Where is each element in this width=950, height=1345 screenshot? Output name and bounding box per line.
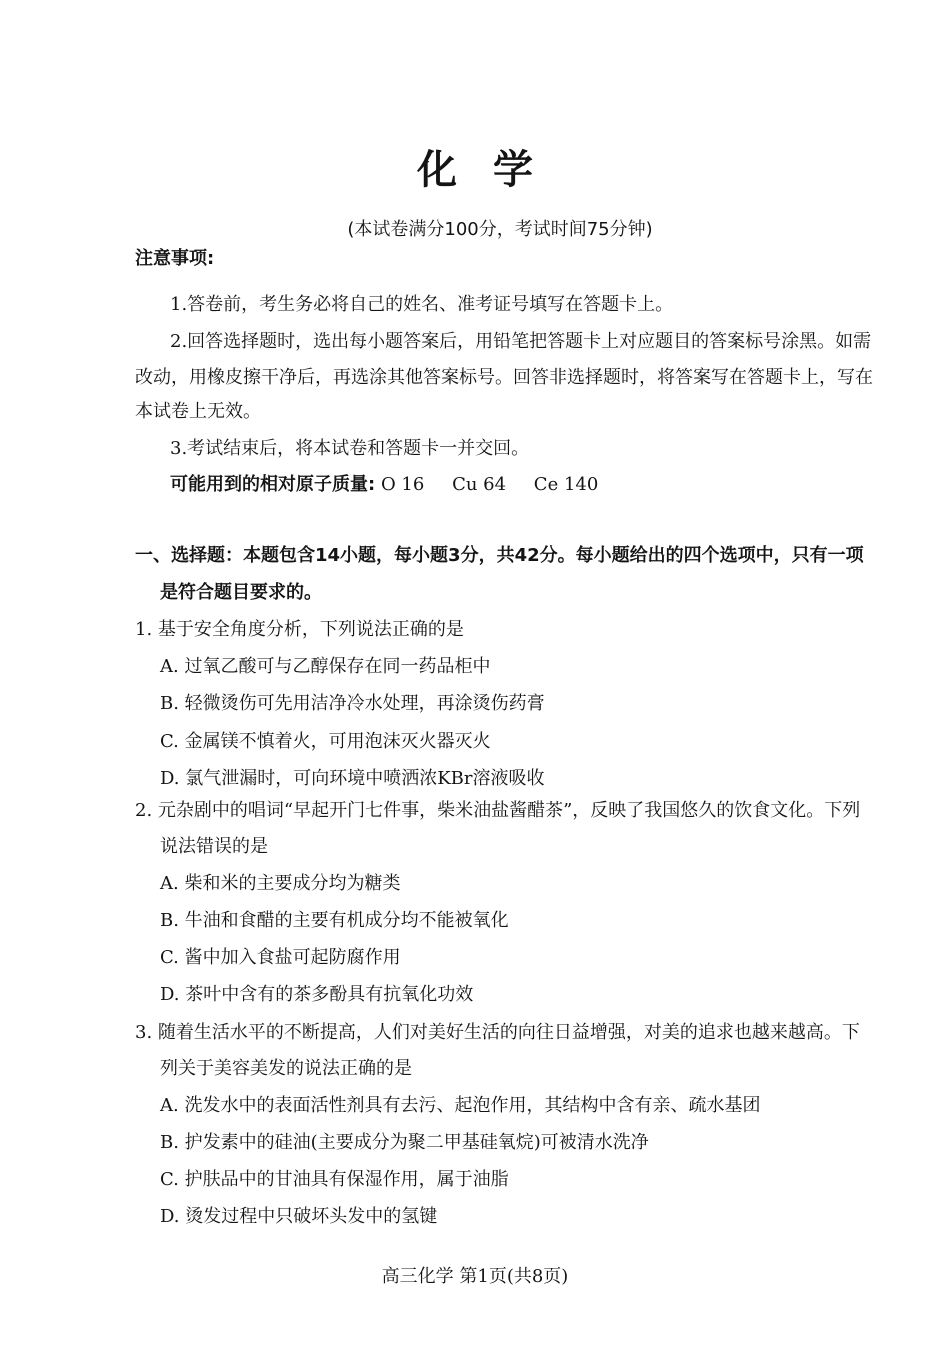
question-option: C. 护肤品中的甘油具有保湿作用，属于油脂 bbox=[160, 1169, 509, 1190]
notice-item: 改动，用橡皮擦干净后，再选涂其他答案标号。回答非选择题时，将答案写在答题卡上，写在 bbox=[135, 367, 873, 388]
question-stem: 1. 基于安全角度分析，下列说法正确的是 bbox=[135, 619, 464, 640]
section-heading-cont: 是符合题目要求的。 bbox=[160, 582, 322, 603]
atomic-masses-label: 可能用到的相对原子质量: bbox=[170, 474, 376, 495]
notice-item: 1.答卷前，考生务必将自己的姓名、准考证号填写在答题卡上。 bbox=[170, 294, 674, 315]
exam-info: (本试卷满分100分，考试时间75分钟) bbox=[347, 219, 653, 240]
question-stem: 3. 随着生活水平的不断提高，人们对美好生活的向往日益增强，对美的追求也越来越高。下 bbox=[135, 1022, 860, 1043]
notice-heading: 注意事项: bbox=[135, 248, 215, 269]
question-option: D. 茶叶中含有的茶多酚具有抗氧化功效 bbox=[160, 984, 474, 1005]
atomic-mass: Ce 140 bbox=[533, 474, 599, 495]
question-option: B. 牛油和食醋的主要有机成分均不能被氧化 bbox=[160, 910, 509, 931]
question-stem: 2. 元杂剧中的唱词“早起开门七件事，柴米油盐酱醋茶”，反映了我国悠久的饮食文化。下列 bbox=[135, 800, 861, 821]
question-option: C. 金属镁不慎着火，可用泡沫灭火器灭火 bbox=[160, 731, 491, 752]
page-title: 化学 bbox=[417, 147, 569, 193]
question-option: C. 酱中加入食盐可起防腐作用 bbox=[160, 947, 401, 968]
question-option: A. 过氧乙酸可与乙醇保存在同一药品柜中 bbox=[160, 656, 491, 677]
atomic-mass: Cu 64 bbox=[452, 474, 507, 495]
section-heading: 一、选择题：本题包含14小题，每小题3分，共42分。每小题给出的四个选项中，只有一项 bbox=[135, 545, 864, 566]
atomic-masses bbox=[170, 473, 620, 497]
question-stem-cont: 说法错误的是 bbox=[160, 836, 268, 857]
page-footer: 高三化学 第1页(共8页) bbox=[381, 1266, 569, 1287]
notice-item: 3.考试结束后，将本试卷和答题卡一并交回。 bbox=[170, 438, 530, 459]
atomic-mass: O 16 bbox=[380, 474, 425, 495]
question-stem-cont: 列关于美容美发的说法正确的是 bbox=[160, 1058, 412, 1079]
question-option: D. 氯气泄漏时，可向环境中喷洒浓KBr溶液吸收 bbox=[160, 768, 545, 789]
notice-item: 本试卷上无效。 bbox=[135, 401, 261, 422]
question-option: A. 柴和米的主要成分均为糖类 bbox=[160, 873, 401, 894]
notice-item: 2.回答选择题时，选出每小题答案后，用铅笔把答题卡上对应题目的答案标号涂黑。如需 bbox=[170, 331, 872, 352]
question-option: B. 轻微烫伤可先用洁净冷水处理，再涂烫伤药膏 bbox=[160, 693, 545, 714]
question-option: B. 护发素中的硅油(主要成分为聚二甲基硅氧烷)可被清水洗净 bbox=[160, 1132, 649, 1153]
question-option: D. 烫发过程中只破坏头发中的氢键 bbox=[160, 1206, 438, 1227]
question-option: A. 洗发水中的表面活性剂具有去污、起泡作用，其结构中含有亲、疏水基团 bbox=[160, 1095, 761, 1116]
